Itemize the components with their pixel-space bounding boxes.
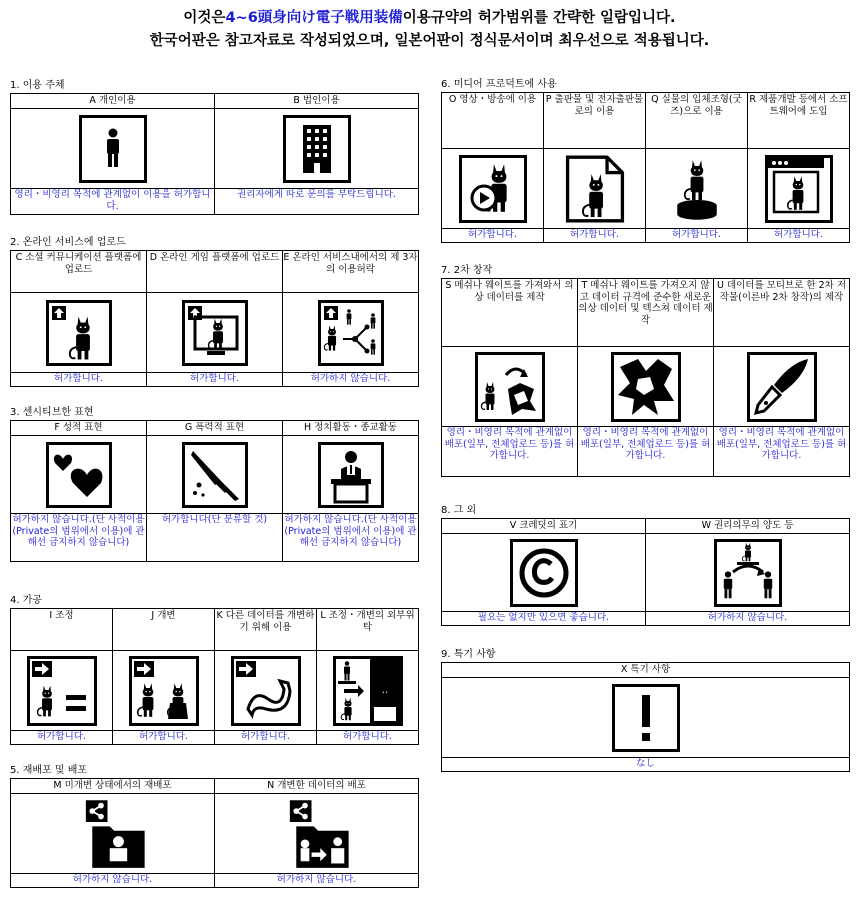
upload-monitor-cat-icon [182, 300, 248, 366]
item-label: L 조정・개변의 외부위탁 [317, 609, 419, 651]
item-label: A 개인이용 [11, 94, 215, 109]
pen-icon [747, 352, 817, 422]
item-label: M 미개변 상태에서의 재배포 [11, 779, 215, 794]
item-result: 허가하지 않습니다.(단 사적이용(Private의 범위에서 이용)에 관해선 금지하지 않습니다) [11, 514, 147, 562]
section-redistribution [10, 764, 419, 888]
header-line-2: 한국어판은 참고자료로 작성되었으며, 일본어판이 정식문서이며 최우선으로 적용됩니다. [149, 33, 710, 49]
share-folder-icon [77, 798, 149, 870]
item-result: 허가하지 않습니다. [646, 612, 850, 626]
item-result: 허가합니다. [215, 731, 317, 745]
item-label: E 온라인 서비스내에서의 제 3자의 이용허락 [283, 251, 419, 293]
section-title: 1. 이용 주체 [10, 80, 65, 91]
adjust-icon [27, 656, 97, 726]
item-label: D 온라인 게임 플랫폼에 업로드 [147, 251, 283, 293]
transfer-icon [714, 539, 782, 607]
section-title: 4. 가공 [10, 595, 43, 606]
item-label: S 메쉬나 웨이트를 가져와서 의상 데이터를 제작 [442, 279, 578, 347]
section-processing [10, 594, 419, 745]
item-result: 허가합니다. [646, 229, 748, 243]
upload-share-people-icon [318, 300, 384, 366]
share-modified-folder-icon [281, 798, 353, 870]
item-result: 허가하지 않습니다. [215, 874, 419, 888]
item-result: 영리・비영리 목적에 관계없이 이용을 허가합니다. [11, 189, 215, 215]
item-result: 허가합니다. [442, 229, 544, 243]
section-title: 9. 특기 사항 [441, 649, 496, 660]
item-label: I 조정 [11, 609, 113, 651]
item-label: G 폭력적 표현 [147, 421, 283, 436]
section-title: 6. 미디어 프로덕트에 사용 [441, 79, 557, 90]
item-result: 허가합니다. [11, 373, 147, 387]
item-label: X 특기 사항 [442, 663, 850, 678]
item-label: T 메쉬나 웨이트를 가져오지 않고 데이터 규격에 준수한 새로운 의상 데이터 및 텍스쳐 데이터 제작 [578, 279, 714, 347]
section-other [441, 504, 850, 626]
section-media-products [441, 78, 850, 243]
item-result: 허가합니다. [11, 731, 113, 745]
item-result: 허가합니다. [147, 373, 283, 387]
header-line-1: 이것은4~6頭身向け電子戦用装備이용규약의 허가범위를 간략한 일람입니다. [183, 10, 676, 26]
item-result: 허가합니다. [544, 229, 646, 243]
item-result: なし [442, 758, 850, 772]
modify-other-icon [231, 656, 301, 726]
section-special-notes [441, 648, 850, 772]
exclamation-icon [612, 684, 680, 752]
item-label: C 소셜 커뮤니케이션 플랫폼에 업로드 [11, 251, 147, 293]
item-label: V 크레딧의 표기 [442, 519, 646, 534]
building-icon [283, 115, 351, 183]
item-label: K 다른 데이터를 개변하기 위해 이용 [215, 609, 317, 651]
item-result: 영리・비영리 목적에 관계없이 배포(일부, 전체업로드 등)를 허가합니다. [578, 427, 714, 477]
item-result: 허가하지 않습니다. [283, 373, 419, 387]
item-label: B 법인이용 [215, 94, 419, 109]
section-title: 8. 그 외 [441, 505, 477, 516]
license-table [10, 93, 419, 215]
person-icon [79, 115, 147, 183]
item-label: R 제품개발 등에서 소프트웨어에 도입 [748, 93, 850, 149]
section-sensitive [10, 406, 419, 562]
section-usage-subject [10, 79, 419, 215]
item-label: O 영상・방송에 이용 [442, 93, 544, 149]
item-result: 허가합니다. [113, 731, 215, 745]
figure-cat-icon [663, 155, 731, 223]
software-cat-icon [765, 155, 833, 223]
mesh-cat-icon [475, 352, 545, 422]
item-result: 영리・비영리 목적에 관계없이 배포(일부, 전체업로드 등)를 허가합니다. [442, 427, 578, 477]
section-title: 7. 2차 창작 [441, 265, 493, 276]
item-label: U 데이터를 모티브로 한 2차 저작물(이른바 2차 창작)의 제작 [714, 279, 850, 347]
cloth-icon [611, 352, 681, 422]
section-title: 5. 재배포 및 배포 [10, 765, 88, 776]
modify-icon [129, 656, 199, 726]
podium-icon [318, 442, 384, 508]
section-derivative-works [441, 264, 850, 477]
item-result: 필요는 없지만 있으면 좋습니다. [442, 612, 646, 626]
video-cat-icon [459, 155, 527, 223]
knife-icon [182, 442, 248, 508]
item-label: H 정치활동・종교활동 [283, 421, 419, 436]
section-title: 2. 온라인 서비스에 업로드 [10, 237, 126, 248]
item-result: 영리・비영리 목적에 관계없이 배포(일부, 전체업로드 등)를 허가합니다. [714, 427, 850, 477]
item-result: 허가합니다. [317, 731, 419, 745]
item-result: 허가하지 않습니다.(단 사적이용(Private의 범위에서 이용)에 관해선 금지하지 않습니다) [283, 514, 419, 562]
section-online-upload [10, 236, 419, 387]
item-label: N 개변한 데이터의 배포 [215, 779, 419, 794]
item-result: 권리자에게 따로 문의를 부탁드립니다. [215, 189, 419, 215]
item-result: 허가하지 않습니다. [11, 874, 215, 888]
section-title: 3. 센시티브한 표현 [10, 407, 94, 418]
item-label: F 성적 표현 [11, 421, 147, 436]
item-label: Q 실물의 입체조형(굿즈)으로 이용 [646, 93, 748, 149]
upload-cat-icon [46, 300, 112, 366]
item-result: 허가합니다(단 분류할 것) [147, 514, 283, 562]
item-label: P 출판물 및 전자출판물로의 이용 [544, 93, 646, 149]
outsource-icon [333, 656, 403, 726]
document-cat-icon [561, 155, 629, 223]
copyright-icon [510, 539, 578, 607]
item-label: W 권리의무의 양도 등 [646, 519, 850, 534]
item-result: 허가합니다. [748, 229, 850, 243]
item-label: J 개변 [113, 609, 215, 651]
hearts-icon [46, 442, 112, 508]
